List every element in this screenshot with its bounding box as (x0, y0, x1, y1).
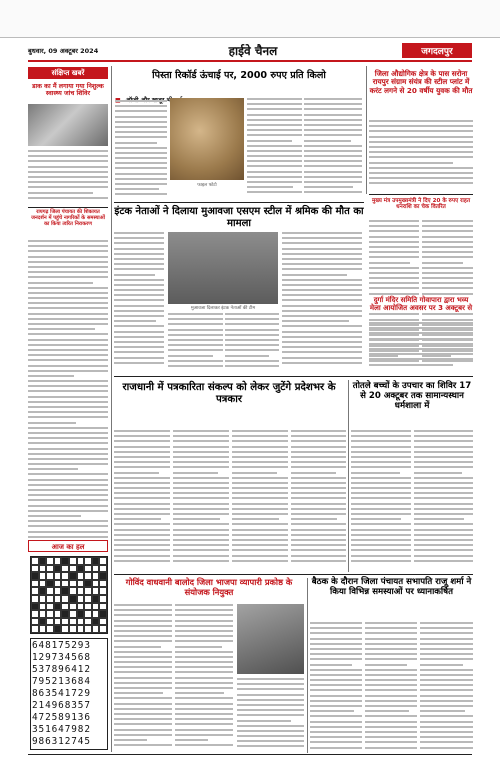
durga-headline: दुर्गा मंदिर समिति गोवापारा द्वारा भव्य मेला आयोजित अवसर पर 3 अक्टूबर से (369, 296, 473, 313)
pista-text-2 (247, 98, 302, 198)
date-line: बुधवार, 09 अक्टूबर 2024 (28, 47, 99, 55)
bjp-headline: गोविंद वाधवानी बालोद जिला भाजपा व्यापारी प्रकोष्ठ के संयोजक नियुक्त (125, 577, 293, 597)
journalists-headline: राजधानी में पत्रकारिता संकल्प को लेकर जुटेंगे प्रदेशभर के पत्रकार (122, 382, 336, 405)
meeting-headline: बैठक के दौरान जिला पंचायत सभापति राजू शर्मा ने किया विभिन्न समस्याओं पर ध्यानाकर्षित (311, 577, 472, 597)
mid-rule-2 (114, 574, 473, 575)
crossword-grid (30, 556, 108, 634)
page-title: हाईवे चैनल (228, 44, 278, 58)
cm-headline: मुख्य मंत्र उपमुख्यमंत्री ने दिए 20 के रुपए राहत धनराशि का चेक वितरित (371, 198, 471, 211)
edition-name: जगदलपुर (421, 47, 453, 57)
sudoku-solution: 648175293 129734568 537896412 795213684 863541729 214968357 472589136 351647982 986312745 (30, 638, 108, 750)
bjp-photo (237, 604, 304, 674)
meeting-text-2 (365, 622, 417, 753)
pista-headline: पिस्ता रिकॉर्ड ऊंचाई पर, 2000 रुपए प्रति किलो (152, 70, 326, 81)
bjp-text-1 (114, 604, 172, 754)
journalists-text-2 (173, 430, 229, 570)
col-rule-1 (111, 66, 112, 752)
masthead-rule (28, 60, 472, 62)
industry-text (369, 120, 473, 192)
pista-text-1 (115, 100, 167, 200)
top-strip (0, 0, 500, 38)
steel-text-4 (282, 232, 362, 372)
industry-headline: जिला औद्योगिक क्षेत्र के पास सरोना रायपुर संग्राम संयंत्र की स्टील प्लांट में करंट लगने से 20 वर्षीय युवक की मौत (369, 69, 473, 95)
col-rule-2 (366, 66, 367, 194)
journalists-text-4 (291, 430, 346, 570)
pista-photo (170, 98, 244, 180)
durga-text (369, 322, 473, 372)
puzzle-banner: आज का हल (28, 540, 108, 552)
steel-text-2 (168, 313, 223, 373)
steel-headline: इंटक नेताओं ने दिलाया मुआवजा एसएम स्टील में श्रमिक की मौत का मामला (114, 206, 364, 229)
industry-rule (369, 194, 473, 195)
bjp-text-2 (175, 604, 233, 754)
meeting-text-1 (310, 622, 362, 753)
brief-headline: डाक का मैं लगाया गया निशुल्क स्वास्थ्य जांच शिविर (32, 83, 104, 98)
journalists-text-3 (232, 430, 288, 570)
meeting-text-3 (420, 622, 473, 753)
journalists-text-1 (114, 430, 170, 570)
pista-photo-caption: फाइल फोटो (197, 183, 217, 188)
brief-photo (28, 104, 108, 146)
children-text-1 (351, 430, 411, 570)
brief-text-2 (28, 240, 108, 550)
steel-photo-caption: मुआवजा दिलाकर इंटक नेताओं की टीम (190, 306, 256, 311)
steel-photo (168, 232, 278, 304)
brief-sub-headline: रायगढ़ जिला पंचायत की शिकायत जनदर्शन में पहुंचे नागरिकों के समस्याओं का किया त्वरित निराकरण (31, 209, 105, 227)
pista-text-3 (304, 98, 362, 198)
mid-rule-1 (114, 376, 473, 377)
bjp-text-3 (237, 678, 304, 753)
brief-text-1 (28, 150, 108, 205)
bottom-rule (28, 754, 472, 755)
pista-rule (114, 202, 364, 203)
pista-byline-box (115, 87, 190, 97)
col-rule-3 (348, 380, 349, 572)
steel-text-1 (114, 232, 164, 372)
brief-divider-1 (28, 207, 108, 208)
children-text-2 (414, 430, 473, 570)
col-rule-4 (307, 578, 308, 753)
steel-text-3 (225, 313, 279, 373)
brief-banner: संक्षिप्त खबरें (28, 67, 108, 79)
children-headline: तोतले बच्चों के उपचार का शिविर 17 से 20 अक्टूबर तक सामान्यस्थान धर्मशाला में (352, 381, 472, 411)
masthead (28, 44, 472, 58)
